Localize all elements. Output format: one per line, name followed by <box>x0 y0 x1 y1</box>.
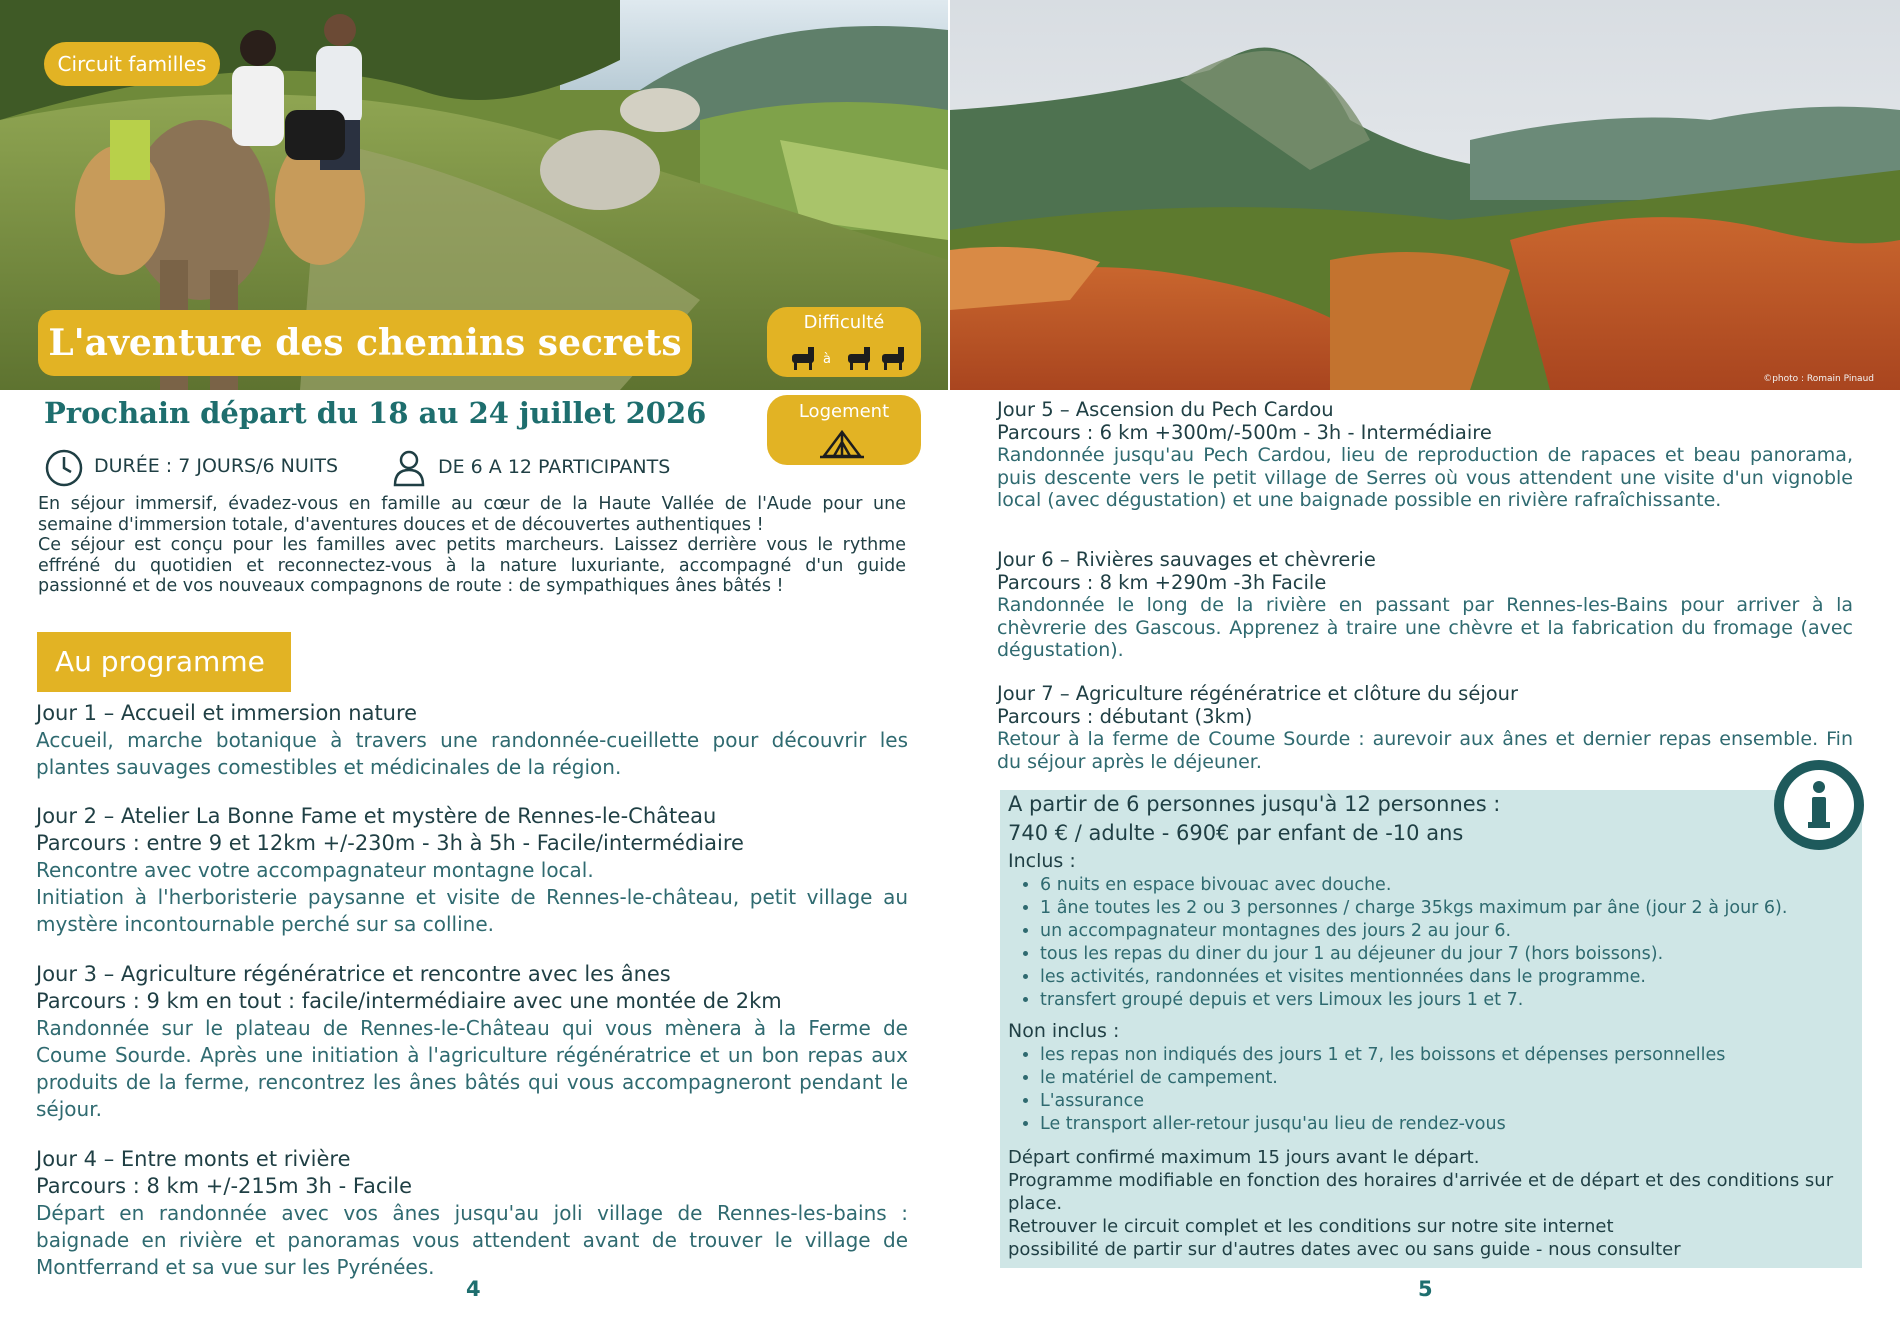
day-7-title: Jour 7 – Agriculture régénératrice et clôture du séjour <box>997 682 1519 705</box>
day-4-desc: Départ en randonnée avec vos ânes jusqu'au joli village de Rennes-les-bains : baignade en rivière et panoramas vous attendent avant de trouver le village de Montferrand et sa vue sur les Pyrénées. <box>36 1201 908 1279</box>
included-item: • 6 nuits en espace bivouac avec douche. <box>1040 874 1870 897</box>
day-4-title: Jour 4 – Entre monts et rivière <box>36 1147 351 1171</box>
tent-icon <box>820 428 864 464</box>
day-7-route: Parcours : débutant (3km) <box>997 705 1253 728</box>
donkey-icon <box>848 347 870 370</box>
day-1-title: Jour 1 – Accueil et immersion nature <box>36 701 418 725</box>
donkey-icon <box>882 347 904 370</box>
day-2-title: Jour 2 – Atelier La Bonne Fame et mystère de Rennes-le-Château <box>36 804 717 828</box>
included-list <box>1000 874 1870 1012</box>
day-5-route: Parcours : 6 km +300m/-500m - 3h - Intermédiaire <box>997 421 1492 444</box>
day-6 <box>997 548 1853 662</box>
footer-confirm: Départ confirmé maximum 15 jours avant le départ. <box>1008 1147 1480 1168</box>
day-3 <box>36 961 908 1123</box>
info-footer <box>1008 1146 1854 1261</box>
day-4-route: Parcours : 8 km +/-215m 3h - Facile <box>36 1174 413 1198</box>
departure-date: Prochain départ du 18 au 24 juillet 2026 <box>44 396 707 430</box>
day-7 <box>997 682 1853 773</box>
tour-title: L'aventure des chemins secrets <box>38 310 692 376</box>
footer-website: Retrouver le circuit complet et les conditions sur notre site internet <box>1008 1216 1614 1237</box>
day-6-route: Parcours : 8 km +290m -3h Facile <box>997 571 1327 594</box>
included-label: Inclus : <box>1008 850 1076 872</box>
day-6-title: Jour 6 – Rivières sauvages et chèvrerie <box>997 548 1376 571</box>
difficulty-separator: à <box>823 352 831 367</box>
day-7-desc: Retour à la ferme de Coume Sourde : aurevoir aux ânes et dernier repas ensemble. Fin du séjour après le déjeuner. <box>997 728 1853 773</box>
page-number-left: 4 <box>466 1277 481 1301</box>
circuit-familles-label: Circuit familles <box>57 52 207 76</box>
duration-text: DURÉE : 7 JOURS/6 NUITS <box>94 455 339 477</box>
day-5-title: Jour 5 – Ascension du Pech Cardou <box>997 398 1334 421</box>
day-6-desc: Randonnée le long de la rivière en passant par Rennes-les-Bains pour arriver à la chèvrerie des Gascous. Apprenez à traire une chèvre et la fabrication du fromage (avec dégustation). <box>997 594 1853 661</box>
included-item: • 1 âne toutes les 2 ou 3 personnes / charge 35kgs maximum par âne (jour 2 à jour 6). <box>1040 897 1870 920</box>
intro-text <box>38 494 906 597</box>
not-included-item: • Le transport aller-retour jusqu'au lieu de rendez-vous <box>1040 1113 1870 1136</box>
day-5 <box>997 398 1853 512</box>
page-number-right: 5 <box>1418 1277 1433 1301</box>
included-item: • tous les repas du diner du jour 1 au déjeuner du jour 7 (hors boissons). <box>1040 943 1870 966</box>
participants-text: DE 6 A 12 PARTICIPANTS <box>438 456 671 478</box>
program-heading-label: Au programme <box>55 645 265 678</box>
day-2 <box>36 803 908 938</box>
price-line-2: 740 € / adulte - 690€ par enfant de -10 ans <box>1008 821 1464 845</box>
difficulty-label: Difficulté <box>803 312 885 333</box>
included-item: • les activités, randonnées et visites mentionnées dans le programme. <box>1040 966 1870 989</box>
program-heading <box>37 632 291 692</box>
day-1-desc: Accueil, marche botanique à travers une randonnée-cueillette pour découvrir les plantes sauvages comestibles et médicinales de la région. <box>36 728 908 779</box>
intro-paragraph-2: Ce séjour est conçu pour les familles avec petits marcheurs. Laissez derrière vous le rythme effréné du quotidien et reconnectez-vous à la nature luxuriante, accompagné d'un guide passionné et de vos nouveaux compagnons de route : de sympathiques ânes bâtés ! <box>38 535 906 596</box>
not-included-list <box>1000 1044 1870 1136</box>
info-box <box>1000 790 1862 1268</box>
not-included-label: Non inclus : <box>1008 1020 1120 1042</box>
day-2-desc: Rencontre avec votre accompagnateur montagne local. <box>36 858 594 882</box>
not-included-item: • les repas non indiqués des jours 1 et 7, les boissons et dépenses personnelles <box>1040 1044 1870 1067</box>
lodging-label: Logement <box>798 401 890 422</box>
hero-photo-pech-cardou <box>950 0 1900 390</box>
footer-modifiable: Programme modifiable en fonction des horaires d'arrivée et de départ et des conditions sur place. <box>1008 1170 1834 1214</box>
day-3-route: Parcours : 9 km en tout : facile/intermédiaire avec une montée de 2km <box>36 989 782 1013</box>
difficulty-donkeys <box>790 344 910 372</box>
donkey-icon <box>792 347 814 370</box>
not-included-item: • L'assurance <box>1040 1090 1870 1113</box>
price-line-1: A partir de 6 personnes jusqu'à 12 personnes : <box>1008 792 1501 816</box>
included-item: • transfert groupé depuis et vers Limoux les jours 1 et 7. <box>1040 989 1870 1012</box>
day-3-title: Jour 3 – Agriculture régénératrice et rencontre avec les ânes <box>36 962 671 986</box>
day-3-desc: Randonnée sur le plateau de Rennes-le-Château qui vous mènera à la Ferme de Coume Sourde. Après une initiation à l'agriculture régénératrice et un bon repas aux produits de la ferme, rencontrez les ânes bâtés qui vous accompagneront pendant le séjour. <box>36 1016 908 1121</box>
footer-other-dates: possibilité de partir sur d'autres dates avec ou sans guide - nous consulter <box>1008 1239 1681 1260</box>
included-item: • un accompagnateur montagnes des jours 2 au jour 6. <box>1040 920 1870 943</box>
day-2-desc-2: Initiation à l'herboristerie paysanne et visite de Rennes-le-château, petit village au mystère incontournable perché sur sa colline. <box>36 885 908 936</box>
day-2-route: Parcours : entre 9 et 12km +/-230m - 3h à 5h - Facile/intermédiaire <box>36 831 744 855</box>
intro-paragraph-1: En séjour immersif, évadez-vous en famille au cœur de la Haute Vallée de l'Aude pour une semaine d'immersion totale, d'aventures douces et de découvertes authentiques ! <box>38 494 906 535</box>
person-icon <box>392 449 426 491</box>
clock-icon <box>44 448 84 492</box>
day-5-desc: Randonnée jusqu'au Pech Cardou, lieu de reproduction de rapaces et beau panorama, puis descente vers le petit village de Serres où vous attendent une visite d'un vignoble local (avec dégustation) et une baignade possible en rivière rafraîchissante. <box>997 444 1853 511</box>
day-4 <box>36 1146 908 1281</box>
not-included-item: • le matériel de campement. <box>1040 1067 1870 1090</box>
day-1 <box>36 700 908 781</box>
info-icon <box>1772 758 1866 856</box>
photo-credit: ©photo : Romain Pinaud <box>1763 374 1874 384</box>
